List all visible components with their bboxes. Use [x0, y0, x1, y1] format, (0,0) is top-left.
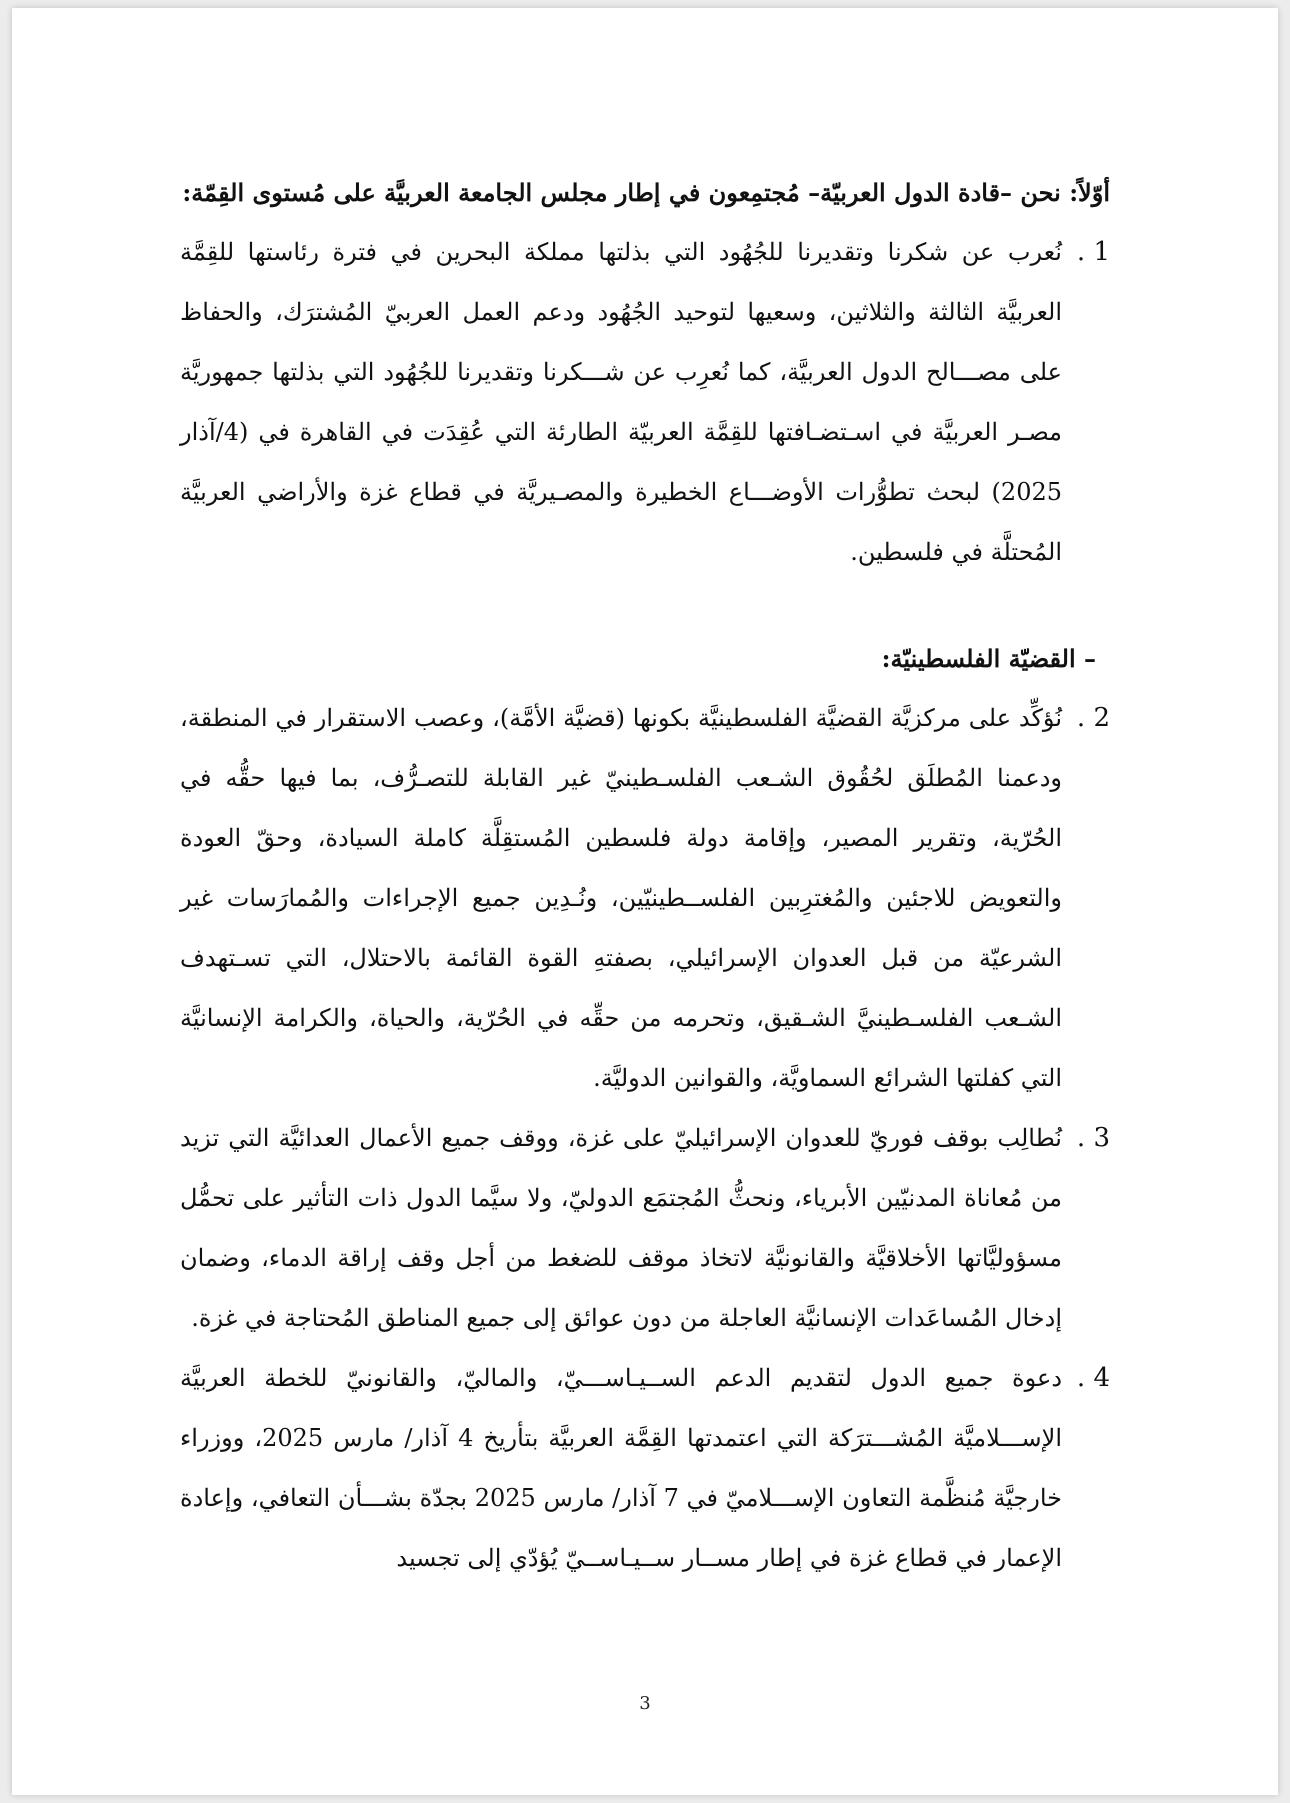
list-item — [170, 688, 1110, 1108]
list-item — [170, 1108, 1110, 1348]
item-text: دعوة جميع الدول لتقديم الدعم الســيـاســـيّ، والماليّ، والقانونيّ للخطة العربيَّة الإســـلاميَّة المُشـــترَكة التي اعتمدتها القِمَّة العربيَّة بتأريخ 4 آذار/ مارس 2025، ووزراء خارجيَّة مُنظَّمة التعاون الإســـلاميّ في 7 آذار/ مارس 2025 بجدّة بشـــأن التعافي، وإعادة الإعمار في قطاع غزة في إطار مســار ســيـاســيّ يُؤدّي إلى تجسيد — [180, 1364, 1063, 1572]
item-number: 2 . — [1076, 703, 1110, 733]
list-item — [170, 1348, 1110, 1588]
item-text: نُؤكِّد على مركزيَّة القضيَّة الفلسطينيَّة بكونها (قضيَّة الأمَّة)، وعصب الاستقرار في المنطقة، ودعمنا المُطلَق لحُقُوق الشـعب الفلسـطينيّ غير القابلة للتصـرُّف، بما فيها حقُّه في الحُرّية، وتقرير المصير، وإقامة دولة فلسطين المُستقِلَّة كاملة السيادة، وحقّ العودة والتعويض للاجئين والمُغترِبين الفلســطينيّين، ونُـدِين جميع الإجراءات والمُمارَسات غير الشرعيّة من قبل العدوان الإسرائيلي، بصفتهِ القوة القائمة بالاحتلال، التي تسـتهدف الشـعب الفلسـطينيَّ الشـقيق، وتحرمه من حقِّه في الحُرّية، والحياة، والكرامة الإنسانيَّة التي كفلتها الشرائع السماويَّة، والقوانين الدوليَّة. — [180, 704, 1062, 1092]
page-content — [170, 164, 1110, 1588]
item-text: نُطالِب بوقف فوريّ للعدوان الإسرائيليّ على غزة، ووقف جميع الأعمال العدائيَّة التي تزيد من مُعاناة المدنيّين الأبرياء، ونحثُّ المُجتمَع الدوليّ، ولا سيَّما الدول ذات التأثير على تحمُّل مسؤوليَّاتها الأخلاقيَّة والقانونيَّة لاتخاذ موقف للضغط من أجل وقف إراقة الدماء، وضمان إدخال المُساعَدات الإنسانيَّة العاجلة من دون عوائق إلى جميع المناطق المُحتاجة في غزة. — [180, 1124, 1062, 1332]
item-number: 4 . — [1076, 1363, 1110, 1393]
section-title: – القضيّة الفلسطينيّة: — [881, 644, 1096, 673]
item-text: نُعرب عن شكرنا وتقديرنا للجُهُود التي بذلتها مملكة البحرين في فترة رئاستها للقِمَّة العربيَّة الثالثة والثلاثين، وسعيها لتوحيد الجُهُود ودعم العمل العربيّ المُشترَك، والحفاظ على مصـــالح الدول العربيَّة، كما نُعرِب عن شـــكرنا وتقديرنا للجُهُود التي بذلتها جمهوريَّة مصـر العربيَّة في اسـتضـافتها للقِمَّة العربيّة الطارئة التي عُقِدَت في القاهرة في (4/آذار 2025) لبحث تطوُّرات الأوضـــاع الخطيرة والمصـيريَّة في قطاع غزة والأراضي العربيَّة المُحتلَّة في فلسطين. — [180, 238, 1062, 566]
intro-heading: أوّلاً: نحن –قادة الدول العربيّة– مُجتمِعون في إطار مجلس الجامعة العربيَّة على مُستوى القِمّة: — [182, 178, 1110, 207]
document-page — [12, 8, 1278, 1795]
page-number: 3 — [639, 1693, 651, 1714]
item-number: 3 . — [1076, 1123, 1110, 1153]
list-item — [170, 222, 1110, 582]
item-number: 1 . — [1076, 237, 1110, 267]
